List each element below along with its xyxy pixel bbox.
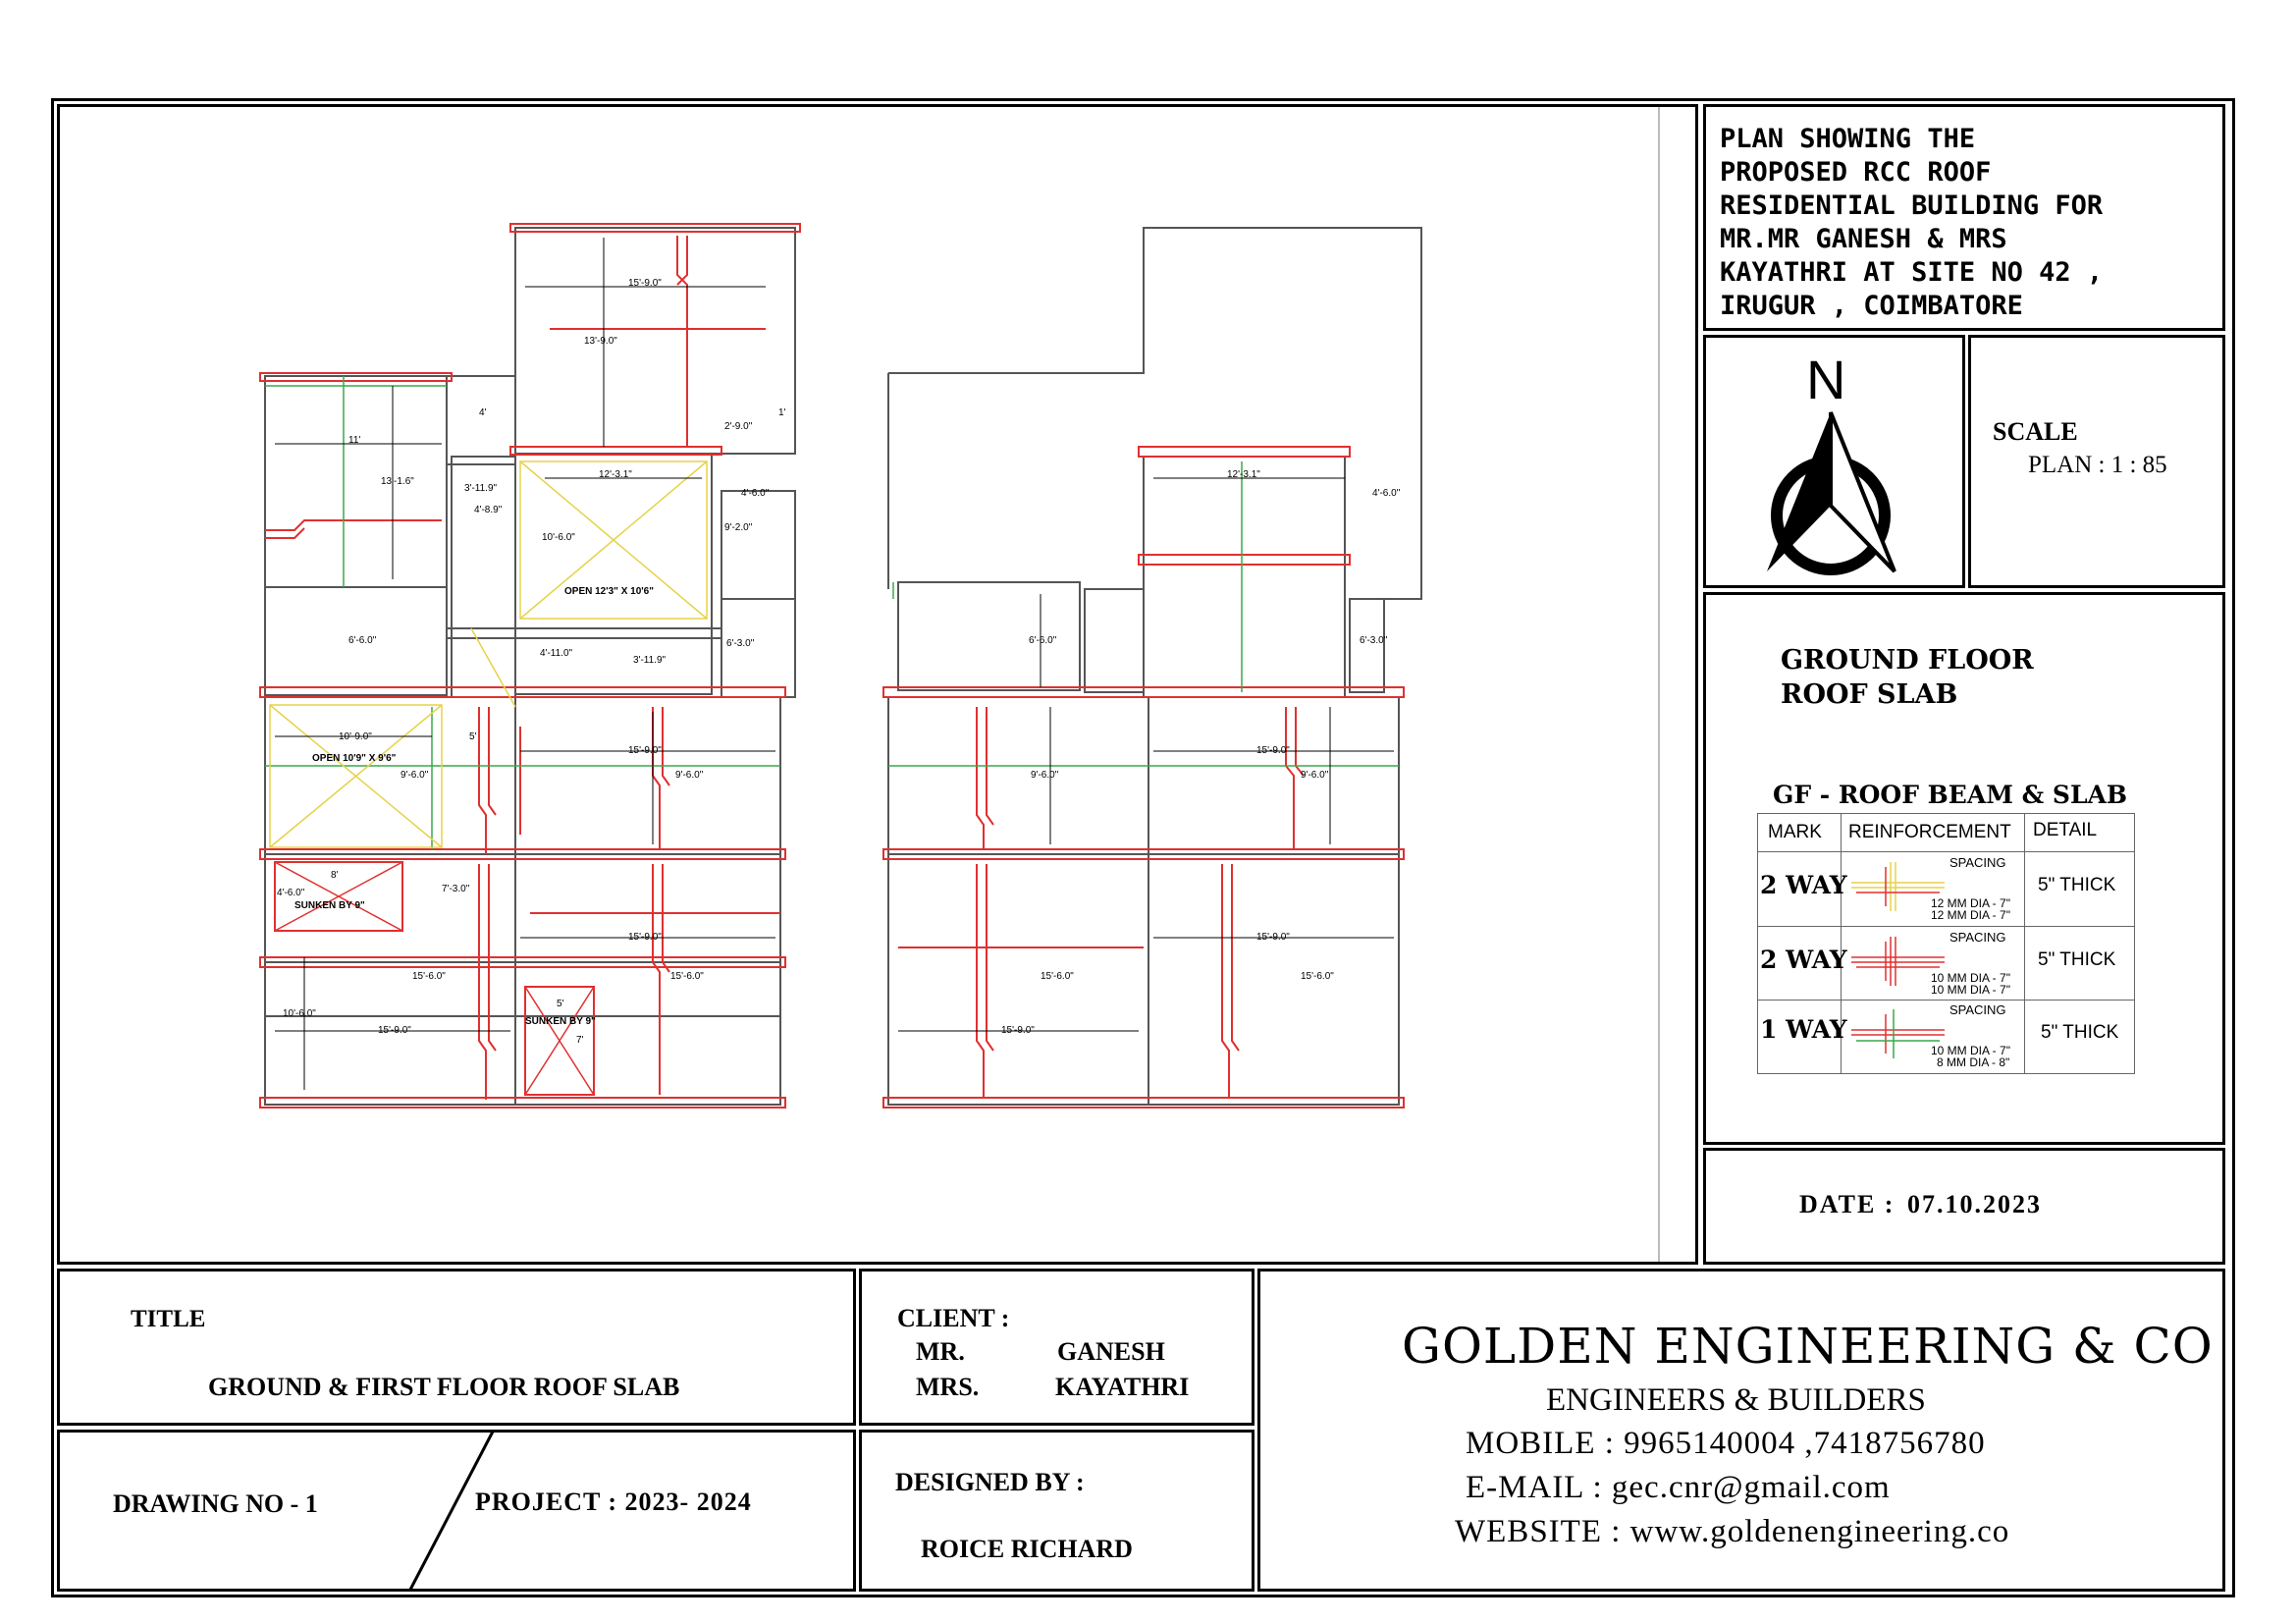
dim-label: 9'-6.0": [675, 770, 704, 781]
drawing-number: DRAWING NO - 1: [113, 1489, 318, 1518]
company-mobile: MOBILE : 9965140004 ,7418756780: [1466, 1426, 1986, 1461]
legend-bar-spec: 8 MM DIA - 8": [1937, 1055, 2010, 1069]
dim-label: 13'-1.6": [381, 476, 414, 487]
dim-label: 15'-9.0": [1256, 932, 1290, 943]
north-arrow-icon: [1757, 403, 1904, 579]
dim-label: 2'-9.0": [724, 421, 753, 432]
dim-label: 6'-6.0": [348, 635, 377, 646]
dim-label: 6'-3.0": [726, 638, 755, 649]
legend-bar-spec: 10 MM DIA - 7": [1931, 971, 2010, 985]
legend-spacing: SPACING: [1949, 930, 2006, 945]
dim-label: 4': [479, 407, 487, 418]
legend-col-header: REINFORCEMENT: [1848, 822, 2011, 842]
date-value: 07.10.2023: [1907, 1190, 2042, 1218]
plan-title-line: PLAN SHOWING THE: [1720, 124, 1976, 154]
dim-label: 15'-6.0": [670, 971, 704, 982]
dim-label: 15'-9.0": [628, 278, 662, 289]
plan-title-line: MR.MR GANESH & MRS: [1720, 224, 2007, 254]
dim-label: 7': [576, 1035, 584, 1046]
dim-label: 7'-3.0": [442, 884, 470, 894]
company-tagline: ENGINEERS & BUILDERS: [1546, 1382, 1926, 1418]
designed-label: DESIGNED BY :: [895, 1468, 1085, 1496]
sunken-label: SUNKEN BY 9": [525, 1016, 596, 1027]
dim-label: 1': [778, 407, 786, 418]
project-years: PROJECT : 2023- 2024: [475, 1488, 752, 1516]
dim-label: 15'-9.0": [1001, 1025, 1035, 1036]
dim-label: 12'-3.1": [1227, 469, 1260, 480]
dim-label: 9'-2.0": [724, 522, 753, 533]
dim-label: 4'-6.0": [1372, 488, 1401, 499]
scale-label: SCALE: [1993, 417, 2078, 446]
legend-col-header: MARK: [1768, 822, 1822, 842]
dim-label: 8': [331, 870, 339, 881]
dim-label: 6'-3.0": [1360, 635, 1388, 646]
legend-table-title: GF - ROOF BEAM & SLAB: [1773, 781, 2128, 809]
dim-label: 9'-6.0": [1031, 770, 1059, 781]
designed-box: [859, 1430, 1255, 1592]
dim-label: 5': [469, 731, 477, 742]
dim-label: 6'-6.0": [1029, 635, 1057, 646]
plan-title-line: IRUGUR , COIMBATORE: [1720, 291, 2023, 321]
dim-label: 15'-9.0": [628, 932, 662, 943]
legend-mark: 1 WAY: [1760, 1015, 1847, 1044]
dim-label: 13'-9.0": [584, 336, 617, 347]
dim-label: 4'-6.0": [741, 488, 770, 499]
legend-spacing: SPACING: [1949, 1002, 2006, 1017]
right-plan-walls: [888, 228, 1421, 1105]
title-value: GROUND & FIRST FLOOR ROOF SLAB: [208, 1373, 680, 1401]
sunken-label: SUNKEN BY 9": [294, 900, 365, 911]
legend-mark: 2 WAY: [1760, 946, 1847, 974]
dim-label: 3'-11.9": [464, 483, 498, 494]
designed-name: ROICE RICHARD: [921, 1535, 1133, 1563]
legend-col-header: DETAIL: [2033, 820, 2098, 840]
open-label: OPEN 10'9" X 9'6": [312, 753, 397, 764]
legend-bar-spec: 10 MM DIA - 7": [1931, 1044, 2010, 1057]
date-label: DATE :: [1799, 1190, 1896, 1218]
company-email: E-MAIL : gec.cnr@gmail.com: [1466, 1470, 1891, 1505]
legend-detail: 5" THICK: [2038, 875, 2116, 895]
dim-label: 15'-9.0": [628, 745, 662, 756]
dim-label: 15'-6.0": [1041, 971, 1074, 982]
legend-heading: GROUND FLOOR: [1781, 645, 2034, 676]
plan-title-line: KAYATHRI AT SITE NO 42 ,: [1720, 257, 2104, 288]
dim-label: 9'-6.0": [400, 770, 429, 781]
client-mr: MR.: [916, 1337, 965, 1366]
dim-label: 9'-6.0": [1301, 770, 1329, 781]
legend-table: [1757, 813, 2135, 1074]
client-mrs-name: KAYATHRI: [1055, 1373, 1190, 1401]
company-name: GOLDEN ENGINEERING & CO: [1402, 1318, 2214, 1375]
client-mrs: MRS.: [916, 1373, 980, 1401]
north-label: N: [1806, 349, 1846, 410]
dim-label: 10'-6.0": [542, 532, 575, 543]
plan-title-line: PROPOSED RCC ROOF: [1720, 157, 1992, 188]
dim-label: 10'-6.0": [283, 1008, 316, 1019]
legend-bar-spec: 12 MM DIA - 7": [1931, 908, 2010, 922]
legend-detail: 5" THICK: [2038, 949, 2116, 970]
dim-label: 4'-6.0": [277, 888, 305, 898]
client-label: CLIENT :: [897, 1304, 1010, 1332]
legend-spacing: SPACING: [1949, 855, 2006, 870]
plan-title-line: RESIDENTIAL BUILDING FOR: [1720, 190, 2104, 221]
dim-label: 12'-3.1": [599, 469, 632, 480]
legend-heading: ROOF SLAB: [1781, 679, 1958, 710]
legend-detail: 5" THICK: [2041, 1022, 2119, 1043]
legend-bar-spec: 10 MM DIA - 7": [1931, 983, 2010, 997]
dim-label: 15'-6.0": [1301, 971, 1334, 982]
scale-value: PLAN : 1 : 85: [2028, 452, 2167, 478]
dim-label: 10'-9.0": [339, 731, 372, 742]
dim-label: 15'-9.0": [378, 1025, 411, 1036]
title-label: TITLE: [131, 1306, 206, 1332]
title-box: [57, 1269, 856, 1426]
legend-bar-spec: 12 MM DIA - 7": [1931, 896, 2010, 910]
left-plan-beams: [260, 224, 800, 1108]
dim-label: 5': [557, 999, 564, 1009]
dim-label: 15'-9.0": [1256, 745, 1290, 756]
dim-label: 3'-11.9": [633, 655, 667, 666]
dim-label: 4'-8.9": [474, 505, 503, 515]
company-website: WEBSITE : www.goldenengineering.co: [1455, 1514, 2010, 1549]
client-mr-name: GANESH: [1057, 1337, 1165, 1366]
left-plan-walls: [265, 228, 795, 1105]
open-label: OPEN 12'3" X 10'6": [564, 586, 654, 597]
dim-label: 4'-11.0": [540, 648, 573, 659]
dim-label: 15'-6.0": [412, 971, 446, 982]
legend-mark: 2 WAY: [1760, 871, 1847, 899]
dim-label: 11': [348, 435, 361, 446]
plan-title: [1720, 123, 2220, 323]
